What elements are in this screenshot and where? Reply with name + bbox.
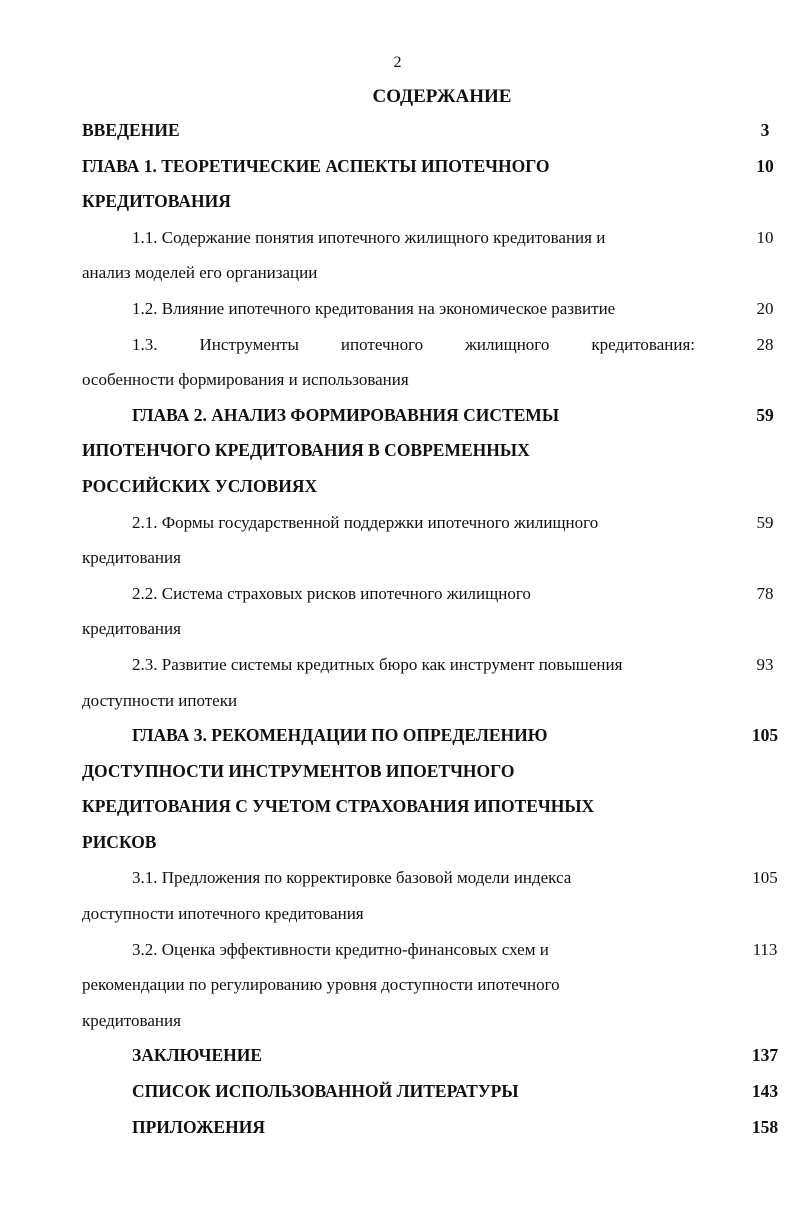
toc-entry-text: КРЕДИТОВАНИЯ [82,191,231,212]
toc-entry-text: 3.2. Оценка эффективности кредитно-финансовых схем и [132,939,549,959]
toc-entry-text: доступности ипотечного кредитования [82,904,364,924]
toc-page-number: 113 [752,939,778,959]
toc-entry-3-1[interactable] [0,860,795,931]
toc-entry-text: ЗАКЛЮЧЕНИЕ [132,1045,263,1066]
toc-entry-text: КРЕДИТОВАНИЯ С УЧЕТОМ СТРАХОВАНИЯ ИПОТЕЧНЫХ [82,796,595,817]
toc-entry-chapter-1[interactable] [0,149,795,220]
toc-page-number: 105 [751,725,779,746]
toc-entry-text: кредитования [82,548,181,568]
toc-page-number: 10 [756,227,774,247]
toc-entry-2-1[interactable] [0,505,795,576]
toc-entry-conclusion[interactable] [0,1038,795,1074]
toc-entry-text: анализ моделей его организации [82,263,318,283]
toc-entry-text: 1.2. Влияние ипотечного кредитования на экономическое развитие [132,298,616,318]
toc-page-number: 143 [751,1081,779,1102]
toc-entry-3-2[interactable] [0,932,795,1039]
toc-entry-2-3[interactable] [0,647,795,718]
toc-entry-2-2[interactable] [0,576,795,647]
toc-entry-intro[interactable] [0,113,795,149]
toc-page-number: 93 [756,654,774,674]
toc-entry-text: особенности формирования и использования [82,370,409,390]
page-number: 2 [393,54,402,71]
toc-entry-references[interactable] [0,1074,795,1110]
toc-page-number: 20 [756,298,774,318]
toc-page-number: 59 [756,404,774,425]
page-title: СОДЕРЖАНИЕ [372,86,512,107]
toc-entry-text: РИСКОВ [82,831,157,852]
toc-entry-text: 2.2. Система страховых рисков ипотечного жилищного [132,583,531,603]
toc-entry-text: кредитования [82,1010,181,1030]
toc-entry-text: 1.3. Инструменты ипотечного жилищного кредитования: [132,334,695,354]
toc-entry-text: СПИСОК ИСПОЛЬЗОВАННОЙ ЛИТЕРАТУРЫ [132,1081,519,1102]
toc-page-number: 3 [760,120,770,140]
toc-page-number: 78 [756,583,774,603]
toc-entry-text: ДОСТУПНОСТИ ИНСТРУМЕНТОВ ИПОЕТЧНОГО [82,760,515,781]
toc-page-number: 137 [751,1045,779,1066]
toc-entry-text: 1.1. Содержание понятия ипотечного жилищного кредитования и [132,227,606,247]
toc-entry-chapter-2[interactable] [0,398,795,505]
toc-page-number: 158 [751,1116,779,1137]
toc-entry-text: кредитования [82,619,181,639]
toc-entry-1-1[interactable] [0,220,795,291]
toc-entry-1-3[interactable] [0,327,795,398]
toc-entry-chapter-3[interactable] [0,718,795,860]
toc-entry-text: ИПОТЕНЧОГО КРЕДИТОВАНИЯ В СОВРЕМЕННЫХ [82,440,530,461]
toc-entry-text: доступности ипотеки [82,690,238,710]
toc-page-number: 105 [752,868,778,888]
toc-entry-1-2[interactable] [0,291,795,327]
toc-entry-text: 2.1. Формы государственной поддержки ипотечного жилищного [132,512,599,532]
table-of-contents [0,113,795,1145]
toc-entry-text: 2.3. Развитие системы кредитных бюро как инструмент повышения [132,654,623,674]
toc-entry-text: ГЛАВА 1. ТЕОРЕТИЧЕСКИЕ АСПЕКТЫ ИПОТЕЧНОГО [82,155,550,176]
toc-entry-text: ПРИЛОЖЕНИЯ [132,1116,265,1137]
toc-page-number: 10 [756,155,774,176]
toc-entry-text: РОССИЙСКИХ УСЛОВИЯХ [82,475,318,496]
toc-entry-text: ГЛАВА 3. РЕКОМЕНДАЦИИ ПО ОПРЕДЕЛЕНИЮ [132,725,548,746]
toc-entry-text: ГЛАВА 2. АНАЛИЗ ФОРМИРОВАВНИЯ СИСТЕМЫ [132,404,559,425]
toc-entry-text: ВВЕДЕНИЕ [82,120,180,140]
toc-entry-text: 3.1. Предложения по корректировке базовой модели индекса [132,868,572,888]
toc-page-number: 59 [756,512,774,532]
toc-entry-text: рекомендации по регулированию уровня доступности ипотечного [82,975,560,995]
toc-entry-appendices[interactable] [0,1110,795,1146]
toc-page-number: 28 [756,334,774,354]
